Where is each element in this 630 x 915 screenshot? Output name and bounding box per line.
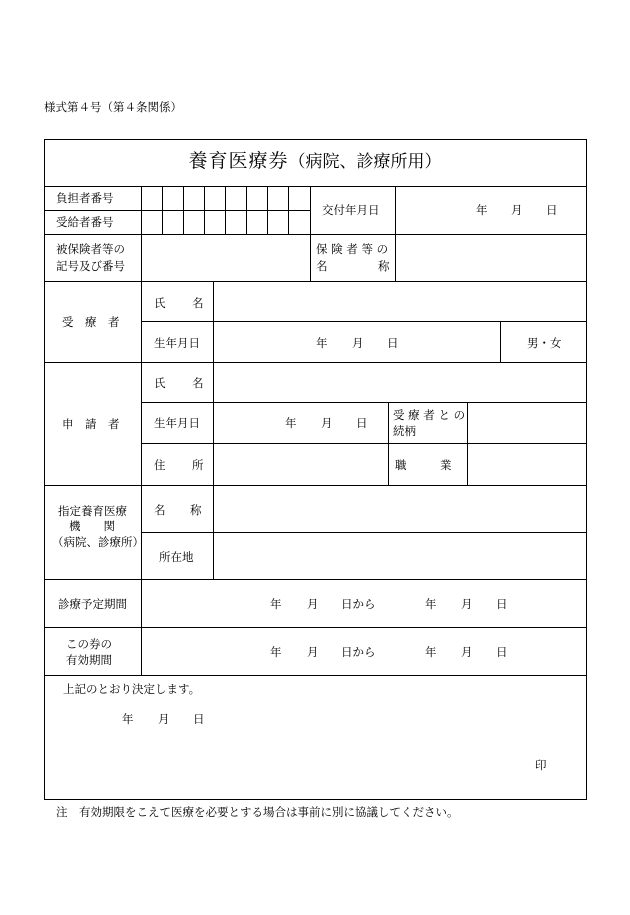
- medical-ticket-form: [44, 139, 587, 800]
- rule: [162, 186, 163, 234]
- issue-year: 年: [476, 203, 488, 217]
- insurer-label-1: 保 険 者 等 の: [316, 242, 389, 256]
- rule: [44, 281, 587, 282]
- title-main: 養育医療券: [188, 150, 289, 172]
- form-title: [0, 149, 630, 174]
- patient-sex: 男・女: [527, 336, 562, 350]
- valid-to-day: 日: [496, 645, 508, 659]
- rule: [44, 210, 310, 211]
- patient-birth-day: 日: [387, 336, 399, 350]
- occupation-label-a: 職: [395, 458, 407, 472]
- valid-from-day: 日から: [341, 645, 376, 659]
- insurer-label-2b: 称: [378, 259, 390, 273]
- patient-section-label: 受 療 者: [62, 315, 120, 329]
- facility-label-1: 指定養育医療: [58, 504, 127, 518]
- period-from-day: 日から: [341, 597, 376, 611]
- rule: [310, 186, 311, 281]
- applicant-birthdate-label: 生年月日: [154, 416, 200, 430]
- rule: [467, 402, 468, 485]
- address-label-b: 所: [192, 458, 204, 472]
- applicant-birth-month: 月: [321, 416, 333, 430]
- rule: [225, 186, 226, 234]
- patient-birth-year: 年: [316, 336, 328, 350]
- rule: [183, 186, 184, 234]
- decision-month: 月: [158, 712, 170, 726]
- valid-from-month: 月: [307, 645, 319, 659]
- rule: [141, 402, 587, 403]
- period-to-day: 日: [496, 597, 508, 611]
- rule: [44, 675, 587, 676]
- rule: [395, 186, 396, 281]
- issue-month: 月: [511, 203, 523, 217]
- applicant-section-label: 申 請 者: [62, 417, 120, 431]
- period-from-month: 月: [307, 597, 319, 611]
- form-number: 様式第４号（第４条関係）: [44, 100, 182, 114]
- valid-period-label-2: 有効期間: [66, 653, 112, 667]
- rule: [44, 186, 587, 187]
- rule: [141, 443, 587, 444]
- valid-from-year: 年: [270, 645, 282, 659]
- valid-period-label-1: この券の: [66, 637, 112, 651]
- title-sub: （病院、診療所用）: [288, 152, 442, 172]
- facility-label-2: 機 関: [69, 519, 115, 533]
- period-to-year: 年: [425, 597, 437, 611]
- decision-day: 日: [193, 712, 205, 726]
- valid-to-year: 年: [425, 645, 437, 659]
- patient-birth-month: 月: [352, 336, 364, 350]
- issue-day: 日: [546, 203, 558, 217]
- period-to-month: 月: [461, 597, 473, 611]
- decision-statement: 上記のとおり決定します。: [63, 682, 201, 696]
- rule: [44, 579, 587, 580]
- rule: [44, 362, 587, 363]
- insurer-label-2a: 名: [316, 259, 328, 273]
- facility-name-label-b: 称: [190, 503, 202, 517]
- insured-label-2: 記号及び番号: [56, 259, 125, 273]
- rule: [141, 321, 587, 322]
- applicant-birth-year: 年: [285, 416, 297, 430]
- facility-name-label-a: 名: [154, 503, 166, 517]
- seal-mark: 印: [535, 758, 547, 772]
- decision-year: 年: [122, 712, 134, 726]
- applicant-birth-day: 日: [356, 416, 368, 430]
- rule: [213, 281, 214, 579]
- issue-date-label: 交付年月日: [322, 203, 380, 217]
- applicant-name-label-a: 氏: [154, 376, 166, 390]
- rule: [141, 186, 142, 675]
- recipient-number-label: 受給者番号: [56, 215, 114, 229]
- rule: [44, 627, 587, 628]
- facility-location-label: 所在地: [159, 550, 194, 564]
- facility-label-3: （病院、診療所）: [52, 535, 144, 549]
- patient-name-label-a: 氏: [154, 296, 166, 310]
- rule: [267, 186, 268, 234]
- relation-label-2: 続柄: [393, 424, 416, 438]
- insured-label-1: 被保険者等の: [56, 242, 125, 256]
- rule: [288, 186, 289, 234]
- rule: [44, 485, 587, 486]
- patient-birthdate-label: 生年月日: [154, 336, 200, 350]
- relation-label-1: 受 療 者 と の: [393, 408, 466, 422]
- valid-to-month: 月: [461, 645, 473, 659]
- rule: [246, 186, 247, 234]
- applicant-name-label-b: 名: [192, 376, 204, 390]
- payer-number-label: 負担者番号: [56, 191, 114, 205]
- patient-name-label-b: 名: [192, 296, 204, 310]
- rule: [204, 186, 205, 234]
- scheduled-period-label: 診療予定期間: [58, 597, 127, 611]
- rule: [500, 321, 501, 362]
- rule: [44, 234, 587, 235]
- rule: [388, 402, 389, 485]
- occupation-label-b: 業: [440, 458, 452, 472]
- footnote: 注 有効期限をこえて医療を必要とする場合は事前に別に協議してください。: [56, 805, 459, 819]
- rule: [141, 532, 587, 533]
- address-label-a: 住: [154, 458, 166, 472]
- period-from-year: 年: [270, 597, 282, 611]
